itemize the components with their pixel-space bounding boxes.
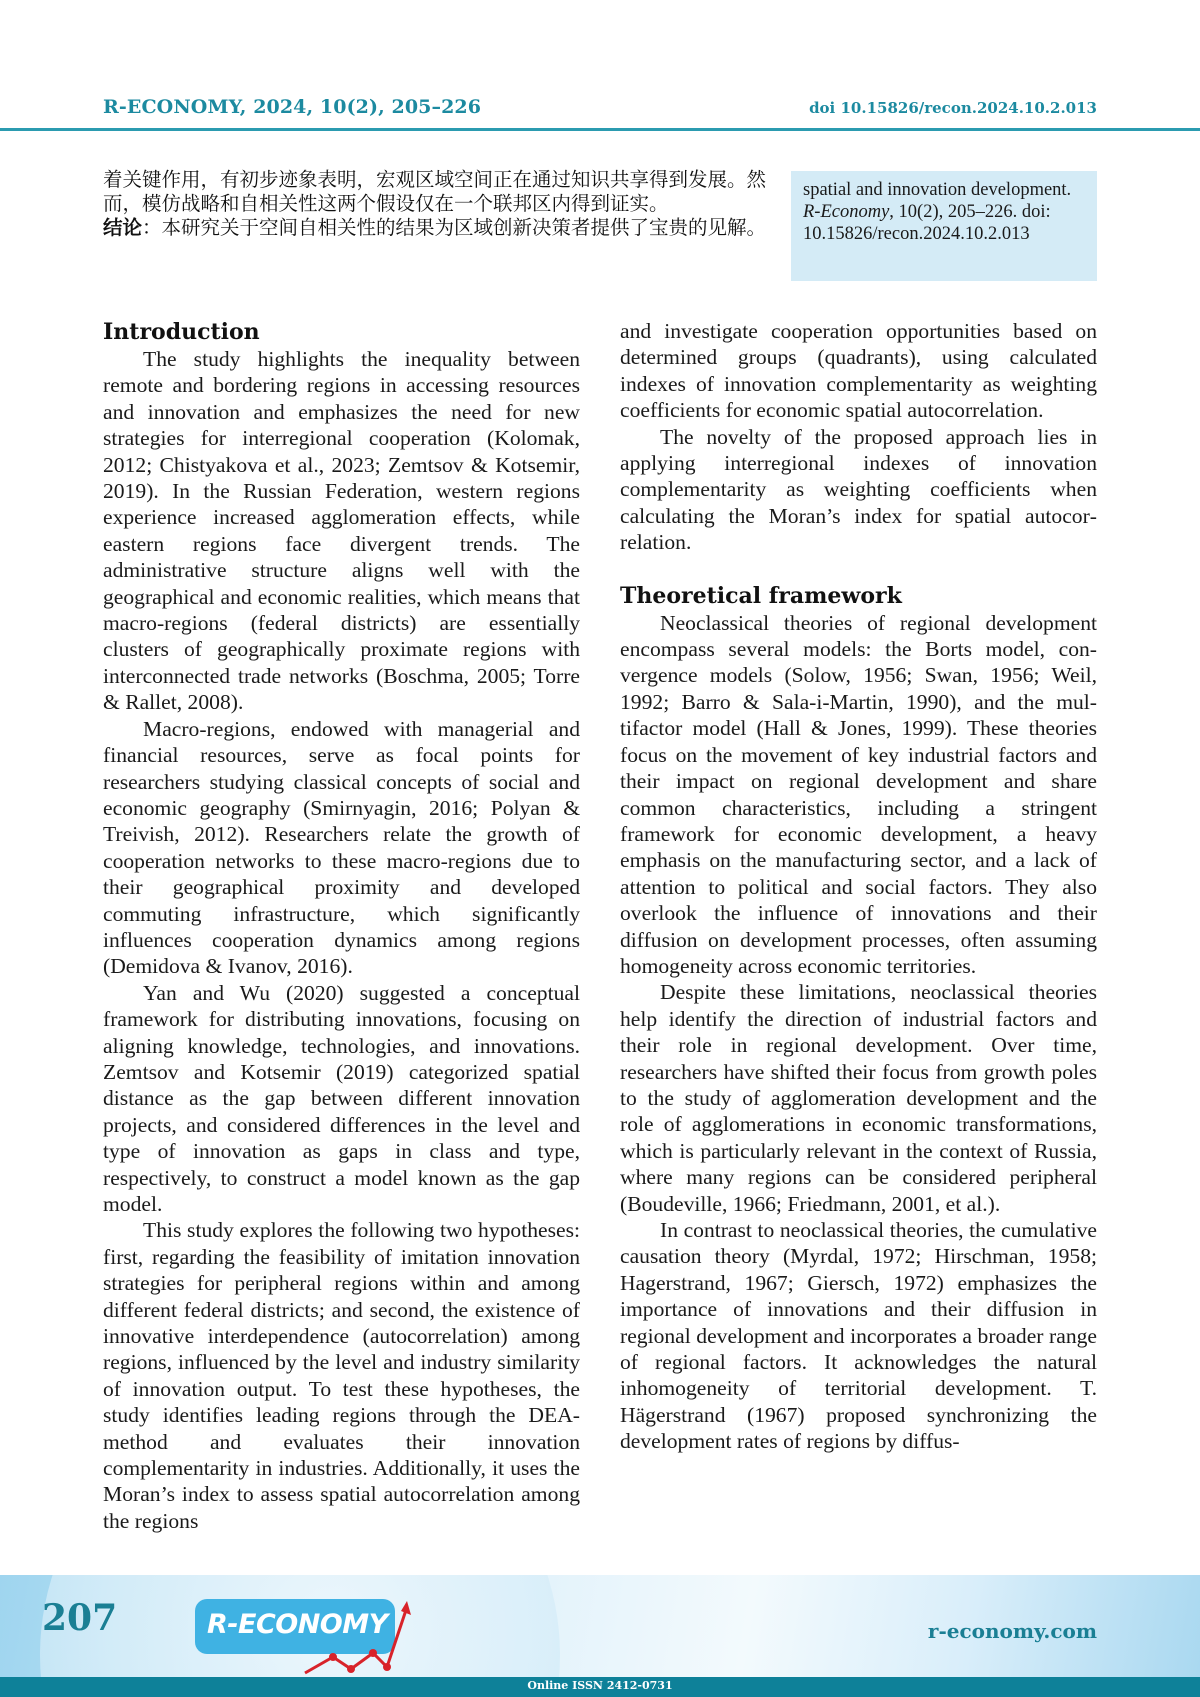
trend-chart-icon (295, 1595, 415, 1690)
conclusion-label: 结论 (103, 216, 143, 239)
section-heading-theoretical-framework: Theoretical framework (620, 582, 902, 609)
abstract-conclusion (103, 216, 768, 240)
citation-text-after: , 10(2), 205–226. doi: 10.15826/recon.2024.10.2.013 (803, 202, 1051, 244)
body-paragraph: Yan and Wu (2020) suggested a conceptual framework for distributing innovations, focusing on aligning knowledge, technologies, and innovations. Zemtsov and Kotsemir (2019) categorized spatial distance as the gap between different innovation projects, and considered differences in the level and type of innovation as gaps in class and type, respectively, to construct a model known as the gap model. (103, 980, 580, 1216)
section-heading-introduction: Introduction (103, 319, 260, 345)
journal-reference: R-ECONOMY, 2024, 10(2), 205–226 (103, 96, 482, 118)
left-column (103, 318, 580, 1534)
section-spacer (620, 556, 1097, 582)
body-paragraph: The study highlights the inequality between remote and bordering regions in accessing resources and innovation and emphasizes the need for new strategies for interregional cooperation (Kolomak, 2012; Chistyakova et al., 2023; Zemtsov & Kotsemir, 2019). In the Russian Federation, western regions experience increased agglomeration effects, while eastern regions face divergent trends. The administrative structure aligns well with the geographical and economic realities, which means that macro-regions (federal districts) are essentially clusters of geographically proximate regions with interconnected trade networks (Boschma, 2005; Torre & Rallet, 2008). (103, 347, 580, 715)
header-divider (0, 128, 1200, 131)
website-link[interactable]: r-economy.com (927, 1619, 1097, 1643)
body-paragraph: This study explores the following two hypotheses: first, regarding the feasibility of imitation innovation strategies for peripheral regions within and among different federal districts; and second, the existence of innovative interdependence (autocorrelation) among regions, influenced by the level and industry similarity of innovation output. To test these hypotheses, the study identifies leading regions through the DEA-method and evaluates their innovation complementarity in industries. Additionally, it uses the Moran’s index to assess spatial autocorrelation among the regions (103, 1218, 580, 1533)
chinese-abstract (103, 168, 768, 240)
right-column (620, 318, 1097, 1455)
citation-box (791, 171, 1097, 281)
issn-bar (0, 1677, 1200, 1697)
body-paragraph: In contrast to neoclassical theories, the cumulative causation theory (Myrdal, 1972; Hirschman, 1958; Hagerstrand, 1967; Giersch, 1972) emphasizes the importance of innovations and their diffusion in regional development and incorporates a broader range of regional factors. It acknowledges the natural inhomogeneity of territorial development. T. Hägerstrand (1967) proposed synchronizing the development rates of regions by diffus- (620, 1218, 1097, 1454)
running-header (0, 88, 1200, 130)
issn-text: Online ISSN 2412-0731 (527, 1679, 673, 1692)
citation-journal: R-Economy (803, 202, 890, 222)
page-number: 207 (42, 1597, 118, 1639)
body-paragraph: The novelty of the proposed approach lies in applying interregional indexes of innovation complementarity as weighting coefficients when calculating the Moran’s index for spatial autocorrelation. (620, 424, 1097, 555)
citation-text-before: spatial and innovation development. (803, 180, 1072, 200)
doi-link[interactable]: doi 10.15826/recon.2024.10.2.013 (809, 99, 1097, 117)
body-paragraph-continuation: and investigate cooperation opportunities based on determined groups (quadrants), using calculated indexes of innovation complementarity as weighting coefficients for economic spatial autocorrelation. (620, 319, 1097, 423)
body-paragraph: Despite these limitations, neoclassical theories help identify the direction of industrial factors and their role in regional development. Over time, researchers have shifted their focus from growth poles to the study of agglomeration development and the role of agglomerations in economic transformations, which is particularly relevant in the context of Russia, where many regions can be considered peripheral (Boudeville, 1966; Friedmann, 2001, et al.). (620, 980, 1097, 1216)
body-paragraph: Neoclassical theories of regional development encompass several models: the Borts model, convergence models (Solow, 1956; Swan, 1956; Weil, 1992; Barro & Sala-i-Martin, 1990), and the multifactor model (Hall & Jones, 1999). These theories focus on the movement of key industrial factors and their impact on regional development and share common characteristics, including a stringent framework for economic development, a heavy emphasis on the manufacturing sector, and a lack of attention to political and social factors. They also overlook the influence of innovations and their diffusion on development processes, often assuming homogeneity across economic territories. (620, 610, 1097, 978)
conclusion-text: ：本研究关于空间自相关性的结果为区域创新决策者提供了宝贵的见解。 (142, 216, 767, 239)
logo-text: R-ECONOMY (207, 1609, 388, 1640)
body-paragraph: Macro-regions, endowed with managerial and financial resources, serve as focal points for researchers studying classical concepts of social and economic geography (Smirnyagin, 2016; Polyan & Treivish, 2012). Researchers relate the growth of cooperation networks to these macro-regions due to their geographical proximity and developed commuting infrastructure, which significantly influences cooperation dynamics among regions (Demidova & Ivanov, 2016). (103, 716, 580, 979)
abstract-results-tail: 着关键作用，有初步迹象表明，宏观区域空间正在通过知识共享得到发展。然而，模仿战略和自相关性这两个假设仅在一个联邦区内得到证实。 (103, 168, 767, 215)
